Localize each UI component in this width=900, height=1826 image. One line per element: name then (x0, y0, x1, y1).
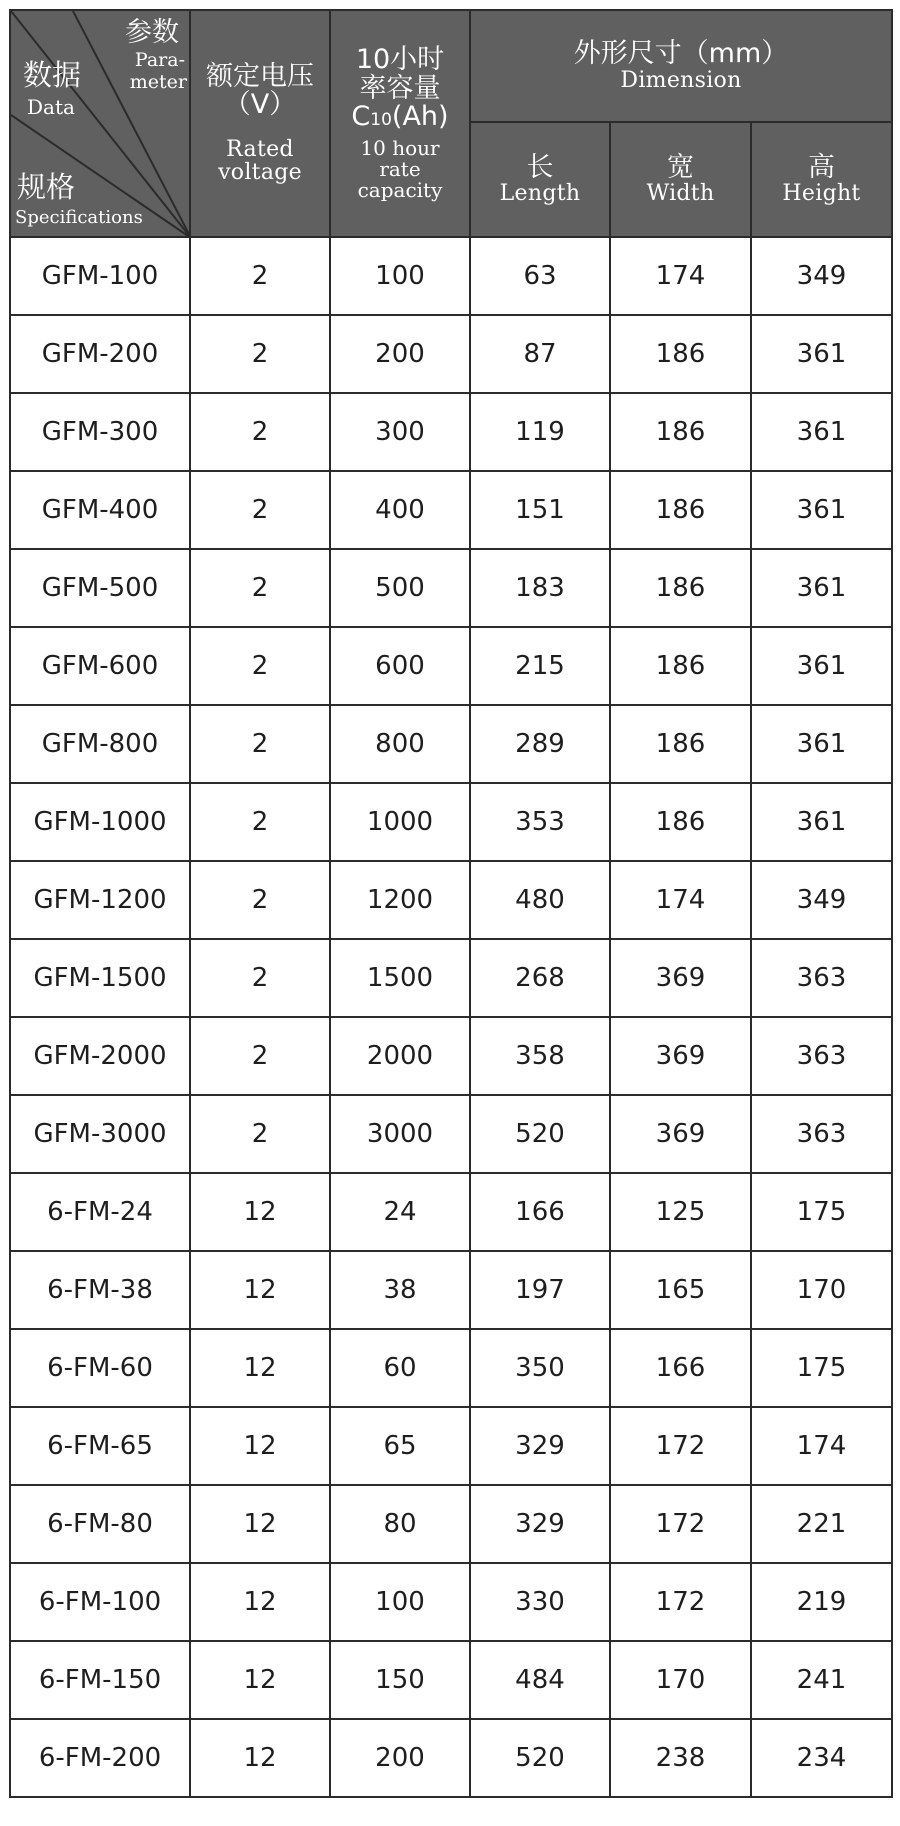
capacity-header-zh-2: 率容量 (359, 72, 441, 104)
voltage-cell: 12 (190, 1485, 330, 1563)
voltage-header-en-1: Rated (226, 136, 294, 162)
capacity-cell: 1000 (330, 783, 470, 861)
spec-cell: GFM-3000 (10, 1095, 190, 1173)
height-cell: 221 (751, 1485, 892, 1563)
voltage-cell: 2 (190, 861, 330, 939)
table-row (10, 1641, 892, 1719)
height-cell: 241 (751, 1641, 892, 1719)
length-cell: 520 (470, 1095, 610, 1173)
height-cell: 361 (751, 315, 892, 393)
voltage-cell: 12 (190, 1251, 330, 1329)
height-cell: 363 (751, 1017, 892, 1095)
voltage-cell: 2 (190, 315, 330, 393)
width-cell: 174 (610, 861, 751, 939)
length-cell: 87 (470, 315, 610, 393)
spec-cell: 6-FM-60 (10, 1329, 190, 1407)
spec-cell: GFM-1200 (10, 861, 190, 939)
voltage-header-zh-2: （V） (223, 89, 297, 121)
spec-cell: 6-FM-150 (10, 1641, 190, 1719)
spec-table-wrapper (9, 9, 891, 1798)
capacity-cell: 150 (330, 1641, 470, 1719)
spec-cell: GFM-500 (10, 549, 190, 627)
table-row (10, 1251, 892, 1329)
height-cell: 349 (751, 237, 892, 315)
voltage-cell: 2 (190, 1017, 330, 1095)
length-cell: 358 (470, 1017, 610, 1095)
length-cell: 353 (470, 783, 610, 861)
capacity-header (330, 10, 470, 237)
capacity-cell: 200 (330, 315, 470, 393)
spec-cell: GFM-2000 (10, 1017, 190, 1095)
table-row (10, 705, 892, 783)
capacity-cell: 3000 (330, 1095, 470, 1173)
voltage-cell: 2 (190, 1095, 330, 1173)
corner-parameter-zh: 参数 (125, 17, 179, 48)
width-cell: 369 (610, 939, 751, 1017)
length-cell: 484 (470, 1641, 610, 1719)
capacity-cell: 100 (330, 237, 470, 315)
length-cell: 329 (470, 1485, 610, 1563)
length-cell: 329 (470, 1407, 610, 1485)
spec-cell: GFM-400 (10, 471, 190, 549)
height-cell: 361 (751, 783, 892, 861)
spec-cell: GFM-200 (10, 315, 190, 393)
dimension-header (470, 10, 892, 122)
width-cell: 238 (610, 1719, 751, 1797)
width-cell: 172 (610, 1407, 751, 1485)
width-cell: 186 (610, 471, 751, 549)
capacity-subscript: 10 (370, 110, 392, 131)
voltage-cell: 12 (190, 1407, 330, 1485)
width-header-en: Width (646, 181, 715, 207)
height-cell: 361 (751, 549, 892, 627)
voltage-header-zh-1: 额定电压 (206, 61, 314, 93)
spec-cell: 6-FM-80 (10, 1485, 190, 1563)
width-cell: 186 (610, 627, 751, 705)
table-row (10, 549, 892, 627)
length-cell: 268 (470, 939, 610, 1017)
capacity-cell: 800 (330, 705, 470, 783)
spec-cell: GFM-300 (10, 393, 190, 471)
table-row (10, 1173, 892, 1251)
capacity-cell: 38 (330, 1251, 470, 1329)
width-cell: 369 (610, 1095, 751, 1173)
capacity-cell: 100 (330, 1563, 470, 1641)
table-row (10, 627, 892, 705)
width-cell: 186 (610, 549, 751, 627)
height-cell: 361 (751, 705, 892, 783)
voltage-cell: 2 (190, 705, 330, 783)
capacity-cell: 300 (330, 393, 470, 471)
table-row (10, 1017, 892, 1095)
spec-cell: 6-FM-200 (10, 1719, 190, 1797)
table-row (10, 1563, 892, 1641)
width-cell: 125 (610, 1173, 751, 1251)
voltage-header-en-2: voltage (218, 159, 302, 185)
table-row (10, 783, 892, 861)
spec-cell: GFM-1500 (10, 939, 190, 1017)
voltage-cell: 2 (190, 237, 330, 315)
spec-cell: 6-FM-100 (10, 1563, 190, 1641)
capacity-cell: 400 (330, 471, 470, 549)
width-cell: 172 (610, 1485, 751, 1563)
length-header-zh: 长 (526, 151, 554, 183)
length-cell: 289 (470, 705, 610, 783)
width-cell: 186 (610, 315, 751, 393)
length-header (470, 122, 610, 237)
height-cell: 363 (751, 939, 892, 1017)
length-cell: 480 (470, 861, 610, 939)
height-cell: 361 (751, 471, 892, 549)
width-cell: 186 (610, 393, 751, 471)
table-row (10, 1407, 892, 1485)
voltage-cell: 12 (190, 1329, 330, 1407)
capacity-header-zh-3 (331, 103, 469, 131)
length-cell: 119 (470, 393, 610, 471)
height-cell: 170 (751, 1251, 892, 1329)
table-row (10, 471, 892, 549)
height-cell: 175 (751, 1329, 892, 1407)
table-row (10, 1719, 892, 1797)
length-header-en: Length (499, 181, 581, 207)
spec-cell: 6-FM-24 (10, 1173, 190, 1251)
capacity-cell: 1200 (330, 861, 470, 939)
capacity-cell: 24 (330, 1173, 470, 1251)
width-cell: 186 (610, 705, 751, 783)
voltage-cell: 12 (190, 1719, 330, 1797)
width-cell: 172 (610, 1563, 751, 1641)
corner-parameter-en-1: Para- (134, 49, 185, 71)
table-header (10, 10, 892, 237)
corner-spec-zh: 规格 (17, 170, 76, 204)
length-cell: 520 (470, 1719, 610, 1797)
length-cell: 330 (470, 1563, 610, 1641)
corner-header-cell (10, 10, 190, 237)
length-cell: 215 (470, 627, 610, 705)
spec-cell: GFM-800 (10, 705, 190, 783)
spec-cell: GFM-100 (10, 237, 190, 315)
table-row (10, 1329, 892, 1407)
capacity-cell: 1500 (330, 939, 470, 1017)
table-row (10, 939, 892, 1017)
width-cell: 166 (610, 1329, 751, 1407)
height-cell: 174 (751, 1407, 892, 1485)
corner-spec-en: Specifications (15, 207, 143, 228)
capacity-cell: 80 (330, 1485, 470, 1563)
spec-cell: GFM-600 (10, 627, 190, 705)
height-cell: 234 (751, 1719, 892, 1797)
capacity-header-en-3: capacity (357, 177, 443, 202)
height-cell: 361 (751, 627, 892, 705)
width-header-zh: 宽 (667, 151, 694, 183)
capacity-header-en-2: rate (379, 156, 421, 181)
table-body (10, 237, 892, 1797)
capacity-header-zh-1: 10小时 (355, 44, 445, 76)
height-header-en: Height (782, 181, 861, 207)
height-cell: 219 (751, 1563, 892, 1641)
voltage-cell: 2 (190, 939, 330, 1017)
length-cell: 151 (470, 471, 610, 549)
table-row (10, 315, 892, 393)
spec-cell: GFM-1000 (10, 783, 190, 861)
length-cell: 166 (470, 1173, 610, 1251)
length-cell: 63 (470, 237, 610, 315)
length-cell: 183 (470, 549, 610, 627)
table-row (10, 237, 892, 315)
voltage-cell: 12 (190, 1641, 330, 1719)
voltage-header (190, 10, 330, 237)
voltage-cell: 2 (190, 783, 330, 861)
voltage-cell: 2 (190, 549, 330, 627)
capacity-header-en-1: 10 hour (360, 135, 440, 160)
width-cell: 165 (610, 1251, 751, 1329)
capacity-cell: 60 (330, 1329, 470, 1407)
height-cell: 363 (751, 1095, 892, 1173)
voltage-cell: 12 (190, 1173, 330, 1251)
width-cell: 170 (610, 1641, 751, 1719)
spec-cell: 6-FM-38 (10, 1251, 190, 1329)
capacity-unit: (Ah) (391, 101, 449, 133)
capacity-cell: 2000 (330, 1017, 470, 1095)
corner-data-zh: 数据 (23, 58, 82, 92)
capacity-cell: 600 (330, 627, 470, 705)
voltage-cell: 2 (190, 627, 330, 705)
corner-data-en: Data (27, 95, 75, 119)
capacity-cell: 200 (330, 1719, 470, 1797)
voltage-cell: 2 (190, 471, 330, 549)
table-row (10, 861, 892, 939)
dimension-header-zh: 外形尺寸（mm） (573, 38, 789, 70)
corner-parameter-en-2: meter (129, 71, 187, 93)
height-cell: 175 (751, 1173, 892, 1251)
voltage-cell: 2 (190, 393, 330, 471)
width-cell: 369 (610, 1017, 751, 1095)
table-row (10, 1485, 892, 1563)
spec-cell: 6-FM-65 (10, 1407, 190, 1485)
width-header (610, 122, 751, 237)
height-cell: 361 (751, 393, 892, 471)
capacity-symbol: C (351, 101, 371, 133)
battery-spec-table (9, 9, 893, 1798)
length-cell: 350 (470, 1329, 610, 1407)
height-header-zh: 高 (808, 151, 835, 183)
length-cell: 197 (470, 1251, 610, 1329)
width-cell: 174 (610, 237, 751, 315)
capacity-cell: 65 (330, 1407, 470, 1485)
width-cell: 186 (610, 783, 751, 861)
table-row (10, 1095, 892, 1173)
height-cell: 349 (751, 861, 892, 939)
height-header (751, 122, 892, 237)
dimension-header-en: Dimension (620, 67, 742, 93)
table-row (10, 393, 892, 471)
capacity-cell: 500 (330, 549, 470, 627)
voltage-cell: 12 (190, 1563, 330, 1641)
